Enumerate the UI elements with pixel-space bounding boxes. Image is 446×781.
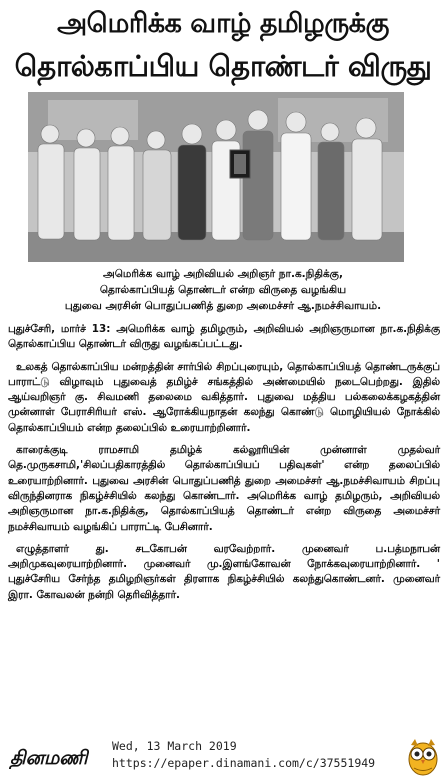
- caption-line-2: தொல்காப்பியத் தொண்டர் என்ற விருதை வழங்கிய: [99, 284, 347, 296]
- news-photo-illustration: [28, 92, 404, 262]
- headline: [0, 0, 446, 92]
- dateline: புதுச்சேரி, மார்ச் 13:: [8, 323, 111, 335]
- owl-icon: [406, 735, 440, 777]
- footer-url[interactable]: https://epaper.dinamani.com/c/37551949: [112, 756, 376, 770]
- article-paragraph-4: எழுத்தாளர் து. சடகோபன் வரவேற்றார். முனைவர் ப.பத்மநாபன் அறிமுகவுரையாற்றினார். முனைவர் மு.இளங்கோவன் நோக்கவுரையாற்றினார். ' புதுச்சேரிய சேர்ந்த தமிழறிஞர்கள் திரளாக நிகழ்ச்சியில் கலந்துகொண்டனர். முனைவர் இரா. கோவலன் நன்றி தெரிவித்தார்.: [8, 542, 440, 601]
- headline-line-1: அமெரிக்க வாழ் தமிழருக்கு: [57, 8, 389, 39]
- article-paragraph-3: காரைக்குடி ராமசாமி தமிழ்க் கல்லூரியின் முன்னாள் முதல்வர் தெ.முருகசாமி,'சிலப்பதிகாரத்தில் தொல்காப்பியப் பதிவுகள்' என்ற தலைப்பில் உரையாற்றினார். புதுவை அரசின் பொதுப்பணித் துறை அமைச்சர் ஆ.நமச்சிவாயம் சிறப்பு விருந்தினராக நிகழ்ச்சியில் கலந்து கொண்டார். அமெரிக்க வாழ் தமிழரும், அறிவியல் அறிஞருமான நா.க.நிதிக்கு, தொல்காப்பியத் தொண்டர் என்ற விருதை அமைச்சர் நமச்சிவாயம் வழங்கிப் பாராட்டி பேசினார்.: [8, 444, 440, 533]
- headline-line-2: தொல்காப்பிய தொண்டர் விருது: [14, 49, 432, 83]
- article-body: [8, 322, 440, 610]
- photo-caption: [0, 266, 446, 314]
- news-photo: [28, 92, 404, 262]
- dinamani-logo: [8, 743, 92, 769]
- footer-date: Wed, 13 March 2019: [112, 739, 237, 753]
- article-paragraph-1-text: அமெரிக்க வாழ் தமிழரும், அறிவியல் அறிஞருமான நா.க.நிதிக்கு தொல்காப்பிய தொண்டர் விருது வழங்கப்பட்டது.: [8, 323, 440, 351]
- dinamani-logo-graphic: [8, 743, 92, 769]
- svg-text:தினமணி: தினமணி: [10, 747, 88, 769]
- footer: [0, 735, 446, 780]
- caption-line-1: அமெரிக்க வாழ் அறிவியல் அறிஞர் நா.க.நிதிக்கு,: [103, 268, 343, 280]
- article-paragraph-1: [8, 322, 440, 353]
- caption-line-3: புதுவை அரசின் பொதுப்பணித் துறை அமைச்சர் ஆ.நமச்சிவாயம்.: [64, 300, 382, 312]
- article-paragraph-2: உலகத் தொல்காப்பிய மன்றத்தின் சார்பில் சிறப்புரையும், தொல்காப்பியத் தொண்டருக்குப் பாராட்டு விழாவும் புதுவைத் தமிழ்ச் சங்கத்தில் அண்மையில் நடைபெற்றது. இதில் ஆய்வறிஞர் கு. சிவமணி தலைமை வகித்தார். புதுவை மத்திய பல்கலைக்கழகத்தின் முன்னாள் பேராசிரியர் எஸ். ஆரோக்கியநாதன் கலந்து கொண்டு மொழியியல் நோக்கில் தொல்காப்பியம் என்ற தலைப்பில் உரையாற்றினார்.: [8, 360, 440, 434]
